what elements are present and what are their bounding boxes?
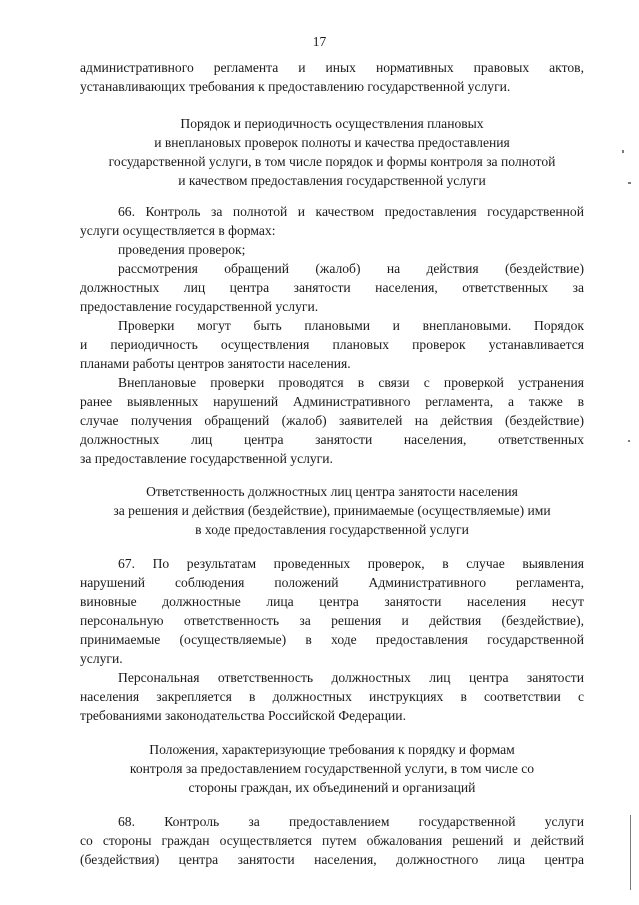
section-heading-line: и качеством предоставления государственной услуги <box>178 173 486 188</box>
text-line: принимаемые (осуществляемые) в ходе предоставления государственной <box>80 632 584 647</box>
section-heading-line: за решения и действия (бездействие), принимаемые (осуществляемые) ими <box>113 503 551 518</box>
section-heading-line: в ходе предоставления государственной услуги <box>195 522 469 537</box>
section-heading-line: стороны граждан, их объединений и организаций <box>188 780 476 795</box>
text-line: услуги осуществляется в формах: <box>80 223 276 238</box>
section-heading-line: государственной услуги, в том числе порядок и формы контроля за полнотой <box>108 154 556 169</box>
text-line: виновные должностные лица центра занятости населения несут <box>80 594 584 609</box>
text-line: устанавливающих требования к предоставлению государственной услуги. <box>80 79 511 94</box>
text-line: Внеплановые проверки проводятся в связи с проверкой устранения <box>118 375 584 390</box>
scan-mark <box>622 150 624 153</box>
text-line: со стороны граждан осуществляется путем обжалования решений и действий <box>80 833 584 848</box>
text-line: планами работы центров занятости населения. <box>80 356 351 371</box>
text-line: рассмотрения обращений (жалоб) на действия (бездействие) <box>118 261 584 276</box>
section-heading-line: и внеплановых проверок полноты и качества предоставления <box>154 135 510 150</box>
page-number: 17 <box>312 34 327 49</box>
text-line: (бездействия) центра занятости населения, должностного лица центра <box>80 852 584 867</box>
scan-mark <box>628 182 631 184</box>
text-line: и периодичность осуществления плановых проверок устанавливается <box>80 337 584 352</box>
text-line: услуги. <box>80 651 123 666</box>
text-line: Персональная ответственность должностных лиц центра занятости <box>118 670 584 685</box>
section-heading-line: Ответственность должностных лиц центра занятости населения <box>146 484 518 499</box>
text-line: за предоставление государственной услуги. <box>80 451 333 466</box>
text-line: 67. По результатам проведенных проверок, в случае выявления <box>118 556 584 571</box>
section-heading-line: Порядок и периодичность осуществления плановых <box>180 116 484 131</box>
section-heading-line: Положения, характеризующие требования к порядку и формам <box>149 742 515 757</box>
text-line: населения закрепляется в должностных инструкциях в соответствии с <box>80 689 584 704</box>
section-heading-line: контроля за предоставлением государственной услуги, в том числе со <box>129 761 535 776</box>
text-line: должностных лиц центра занятости населения, ответственных за <box>80 280 584 295</box>
text-line: административного регламента и иных нормативных правовых актов, <box>80 60 584 75</box>
text-line: случае получения обращений (жалоб) заявителей на действия (бездействие) <box>80 413 584 428</box>
scan-edge-line <box>630 815 631 890</box>
text-line: предоставление государственной услуги. <box>80 299 319 314</box>
text-line: проведения проверок; <box>118 242 246 257</box>
text-line: персональную ответственность за решения и действия (бездействие), <box>80 613 584 628</box>
text-line: ранее выявленных нарушений Административного регламента, а также в <box>80 394 584 409</box>
text-line: требованиями законодательства Российской Федерации. <box>80 708 406 723</box>
text-line: 68. Контроль за предоставлением государственной услуги <box>118 814 584 829</box>
scan-mark <box>628 440 630 442</box>
text-line: Проверки могут быть плановыми и внеплановыми. Порядок <box>118 318 584 333</box>
text-line: должностных лиц центра занятости населения, ответственных <box>80 432 584 447</box>
text-line: нарушений соблюдения положений Административного регламента, <box>80 575 584 590</box>
text-line: 66. Контроль за полнотой и качеством предоставления государственной <box>118 204 584 219</box>
